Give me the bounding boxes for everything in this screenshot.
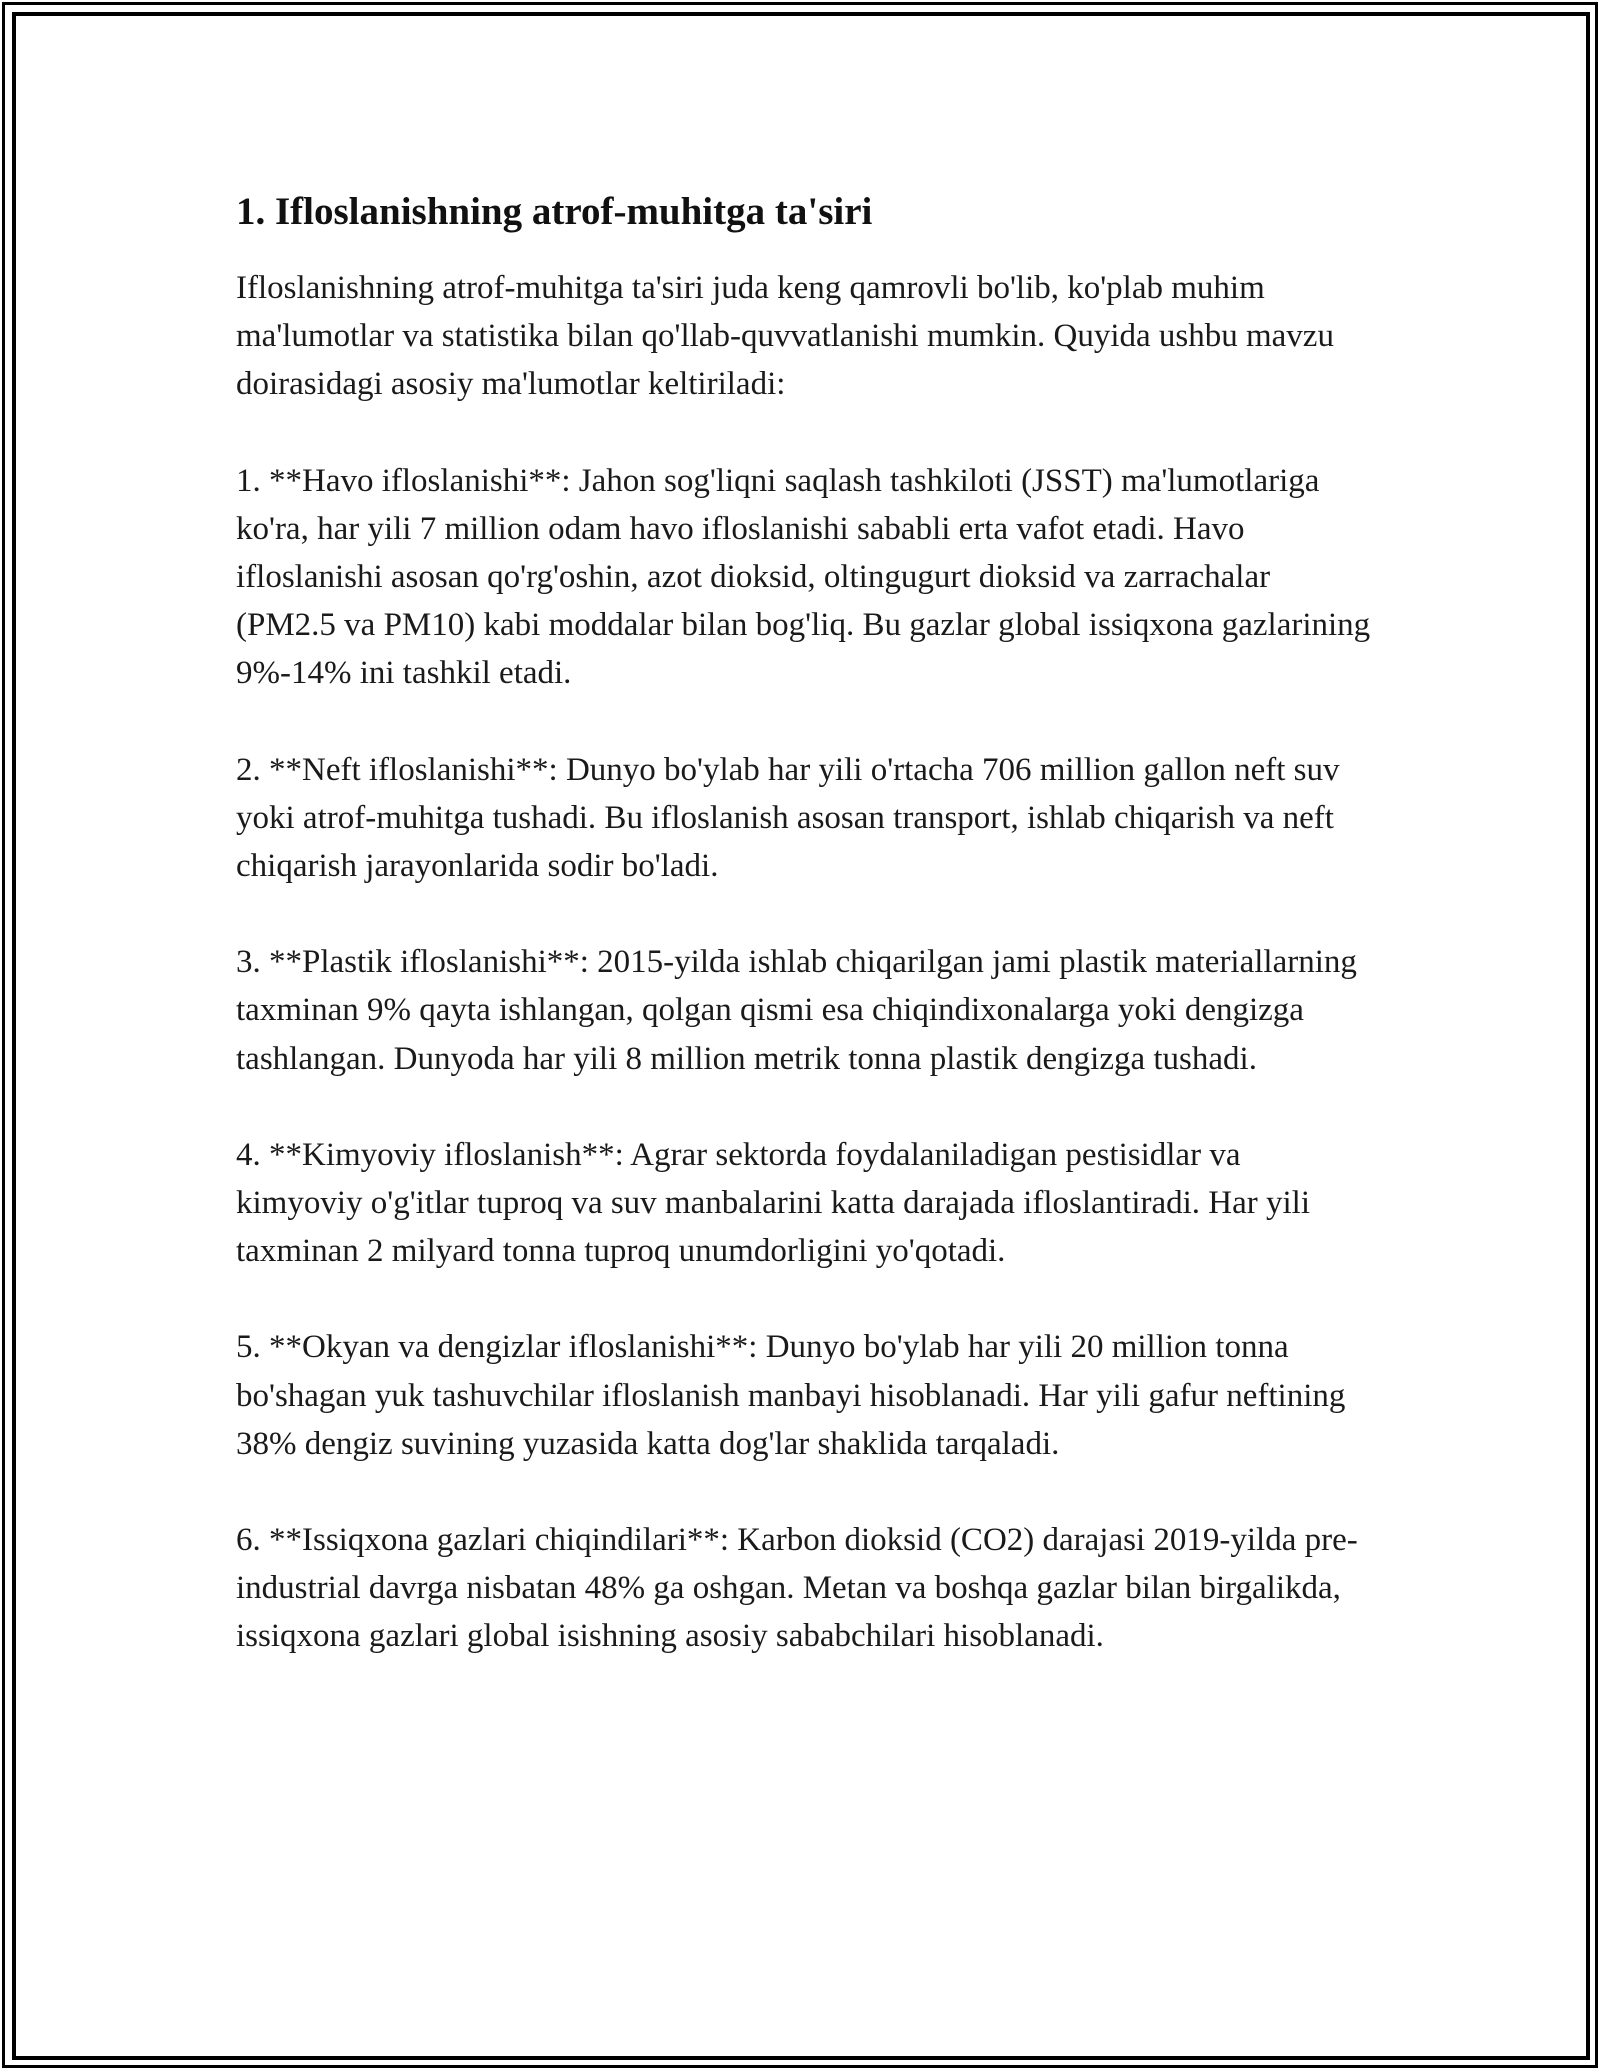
document-body — [236, 188, 1371, 1709]
item-plastic-pollution: 3. **Plastik ifloslanishi**: 2015-yilda ishlab chiqarilgan jami plastik materiallarning taxminan 9% qayta ishlangan, qolgan qismi esa chiqindixonalarga yoki dengizga tashlangan. Dunyoda har yili 8 million metrik tonna plastik dengizga tushadi. — [236, 944, 1357, 1077]
item-chemical-pollution: 4. **Kimyoviy ifloslanish**: Agrar sektorda foydalaniladigan pestisidlar va kimyoviy o'g'itlar tuproq va suv manbalarini katta darajada ifloslantiradi. Har yili taxminan 2 milyard tonna tuproq unumdorligini yo'qotadi. — [236, 1136, 1311, 1270]
item-greenhouse-emissions: 6. **Issiqxona gazlari chiqindilari**: Karbon dioksid (CO2) darajasi 2019-yilda pre-industrial davrga nisbatan 48% ga oshgan. Metan va boshqa gazlar bilan birgalikda, issiqxona gazlari global isishning asosiy sababchilari hisoblanadi. — [236, 1522, 1358, 1655]
item-air-pollution: 1. **Havo ifloslanishi**: Jahon sog'liqni saqlash tashkiloti (JSST) ma'lumotlariga ko'ra, har yili 7 million odam havo ifloslanishi sababli erta vafot etadi. Havo ifloslanishi asosan qo'rg'oshin, azot dioksid, oltingugurt dioksid va zarrachalar (PM2.5 va PM10) kabi moddalar bilan bog'liq. Bu gazlar global issiqxona gazlarining 9%-14% ini tashkil etadi. — [236, 462, 1371, 692]
item-ocean-pollution: 5. **Okyan va dengizlar ifloslanishi**: Dunyo bo'ylab har yili 20 million tonna bo'shagan yuk tashuvchilar ifloslanish manbayi hisoblanadi. Har yili gafur neftining 38% dengiz suvining yuzasida katta dog'lar shaklida tarqaladi. — [236, 1329, 1346, 1462]
intro-paragraph: Ifloslanishning atrof-muhitga ta'siri juda keng qamrovli bo'lib, ko'plab muhim ma'lumotlar va statistika bilan qo'llab-quvvatlanishi mumkin. Quyida ushbu mavzu doirasidagi asosiy ma'lumotlar keltiriladi: — [236, 270, 1334, 403]
section-heading: 1. Ifloslanishning atrof-muhitga ta'siri — [236, 190, 873, 233]
item-oil-pollution: 2. **Neft ifloslanishi**: Dunyo bo'ylab har yili o'rtacha 706 million gallon neft suv yoki atrof-muhitga tushadi. Bu ifloslanish asosan transport, ishlab chiqarish va neft chiqarish jarayonlarida sodir bo'ladi. — [236, 751, 1340, 885]
